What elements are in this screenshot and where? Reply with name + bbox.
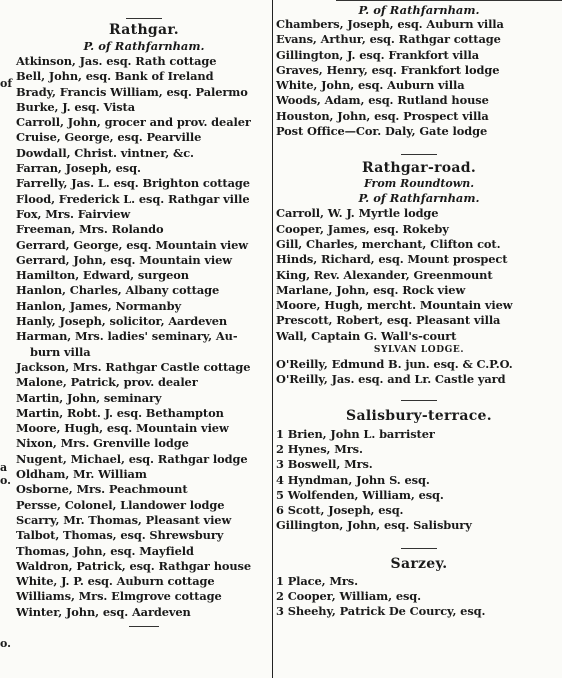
directory-entry: Farran, Joseph, esq. bbox=[16, 161, 141, 176]
directory-entry: Jackson, Mrs. Rathgar Castle cottage bbox=[16, 359, 251, 374]
directory-entry: 3 Boswell, Mrs. bbox=[276, 457, 373, 472]
section-heading-sarzey: Sarzey. bbox=[390, 555, 448, 572]
directory-entry: Bell, John, esq. Bank of Ireland bbox=[16, 69, 214, 84]
directory-entry: Burke, J. esq. Vista bbox=[16, 99, 135, 114]
directory-entry: Fox, Mrs. Fairview bbox=[16, 206, 131, 221]
directory-entry: Gillington, J. esq. Frankfort villa bbox=[276, 47, 479, 62]
directory-entry: Cruise, George, esq. Pearville bbox=[16, 130, 202, 145]
directory-entry: 2 Hynes, Mrs. bbox=[276, 441, 363, 456]
directory-entry: Winter, John, esq. Aardeven bbox=[16, 604, 191, 619]
directory-entry: Wall, Captain G. Wall's-court bbox=[276, 328, 457, 343]
directory-entry: Malone, Patrick, prov. dealer bbox=[16, 375, 198, 390]
directory-entry: 1 Brien, John L. barrister bbox=[276, 426, 435, 441]
directory-entry: Osborne, Mrs. Peachmount bbox=[16, 482, 188, 497]
margin-fragment: of bbox=[0, 77, 13, 90]
directory-entry: Williams, Mrs. Elmgrove cottage bbox=[16, 589, 222, 604]
directory-entry: Carroll, W. J. Myrtle lodge bbox=[276, 206, 439, 221]
directory-entry: Gerrard, John, esq. Mountain view bbox=[16, 252, 232, 267]
section-rule bbox=[401, 400, 437, 401]
directory-entry: 5 Wolfenden, William, esq. bbox=[276, 487, 444, 502]
directory-entry: Houston, John, esq. Prospect villa bbox=[276, 108, 489, 123]
section-rule bbox=[126, 18, 162, 19]
directory-entry: Talbot, Thomas, esq. Shrewsbury bbox=[16, 528, 224, 543]
directory-entry: Dowdall, Christ. vintner, &c. bbox=[16, 145, 194, 160]
directory-entry: burn villa bbox=[30, 344, 91, 359]
directory-entry: Hamilton, Edward, surgeon bbox=[16, 268, 189, 283]
directory-entry: 3 Sheehy, Patrick De Courcy, esq. bbox=[276, 604, 486, 619]
directory-entry: Gerrard, George, esq. Mountain view bbox=[16, 237, 249, 252]
directory-entry: Freeman, Mrs. Rolando bbox=[16, 222, 164, 237]
directory-entry: 2 Cooper, William, esq. bbox=[276, 589, 422, 604]
directory-entry: Farrelly, Jas. L. esq. Brighton cottage bbox=[16, 176, 250, 191]
right-column bbox=[276, 0, 562, 678]
directory-entry: Persse, Colonel, Llandower lodge bbox=[16, 497, 225, 512]
margin-fragment: a bbox=[0, 461, 8, 474]
subheading-sylvan-lodge: SYLVAN LODGE. bbox=[373, 345, 465, 356]
directory-entry: Flood, Frederick L. esq. Rathgar ville bbox=[16, 191, 250, 206]
directory-entry: White, J. P. esq. Auburn cottage bbox=[16, 574, 215, 589]
directory-entry: Graves, Henry, esq. Frankfort lodge bbox=[276, 62, 500, 77]
directory-entry: Moore, Hugh, esq. Mountain view bbox=[16, 421, 229, 436]
directory-entry: Gillington, John, esq. Salisbury bbox=[276, 518, 472, 533]
directory-entry: 4 Hyndman, John S. esq. bbox=[276, 472, 430, 487]
directory-entry: Nixon, Mrs. Grenville lodge bbox=[16, 436, 189, 451]
directory-entry: 6 Scott, Joseph, esq. bbox=[276, 503, 404, 518]
directory-entry: Harman, Mrs. ladies' seminary, Au- bbox=[16, 329, 238, 344]
directory-entry: Thomas, John, esq. Mayfield bbox=[16, 543, 194, 558]
directory-entry: Woods, Adam, esq. Rutland house bbox=[276, 93, 489, 108]
left-column bbox=[16, 0, 272, 678]
directory-entry: Hinds, Richard, esq. Mount prospect bbox=[276, 252, 508, 267]
directory-entry: Prescott, Robert, esq. Pleasant villa bbox=[276, 313, 501, 328]
directory-entry: O'Reilly, Edmund B. jun. esq. & C.P.O. bbox=[276, 357, 513, 372]
directory-entry: Marlane, John, esq. Rock view bbox=[276, 282, 466, 297]
directory-entry: Scarry, Mr. Thomas, Pleasant view bbox=[16, 512, 232, 527]
directory-entry: Brady, Francis William, esq. Palermo bbox=[16, 84, 248, 99]
directory-entry: O'Reilly, Jas. esq. and Lr. Castle yard bbox=[276, 372, 506, 387]
section-rule bbox=[401, 548, 437, 549]
directory-entry: Waldron, Patrick, esq. Rathgar house bbox=[16, 558, 252, 573]
section-heading-salisbury-terrace: Salisbury-terrace. bbox=[346, 407, 492, 424]
directory-entry: Hanlon, Charles, Albany cottage bbox=[16, 283, 220, 298]
section-rule bbox=[129, 626, 159, 627]
directory-entry: Martin, Robt. J. esq. Bethampton bbox=[16, 405, 224, 420]
margin-fragment: o. bbox=[0, 637, 11, 650]
directory-entry: Carroll, John, grocer and prov. dealer bbox=[16, 115, 251, 130]
directory-entry: King, Rev. Alexander, Greenmount bbox=[276, 267, 493, 282]
salisbury-terrace-entry-list bbox=[276, 427, 562, 534]
directory-entry: White, John, esq. Auburn villa bbox=[276, 78, 465, 93]
parish-label: P. of Rathfarnham. bbox=[358, 191, 480, 206]
section-rule bbox=[401, 154, 437, 155]
left-entry-list bbox=[16, 54, 272, 620]
section-heading-rathgar-road: Rathgar-road. bbox=[361, 160, 477, 177]
directory-entry: 1 Place, Mrs. bbox=[276, 573, 358, 588]
column-divider bbox=[272, 0, 273, 678]
directory-entry: Nugent, Michael, esq. Rathgar lodge bbox=[16, 451, 248, 466]
directory-entry: Moore, Hugh, mercht. Mountain view bbox=[276, 298, 513, 313]
directory-entry: Post Office—Cor. Daly, Gate lodge bbox=[276, 124, 488, 139]
directory-entry: Chambers, Joseph, esq. Auburn villa bbox=[276, 17, 504, 31]
directory-entry: Martin, John, seminary bbox=[16, 390, 162, 405]
directory-entry: Evans, Arthur, esq. Rathgar cottage bbox=[276, 32, 501, 47]
parish-label: P. of Rathfarnham. bbox=[358, 3, 480, 17]
sarzey-entry-list bbox=[276, 574, 562, 620]
directory-entry: Cooper, James, esq. Rokeby bbox=[276, 221, 449, 236]
directory-entry: Atkinson, Jas. esq. Rath cottage bbox=[16, 54, 217, 68]
directory-entry: Hanly, Joseph, solicitor, Aardeven bbox=[16, 314, 228, 329]
directory-entry: Gill, Charles, merchant, Clifton cot. bbox=[276, 236, 501, 251]
rathgar-road-entry-list bbox=[276, 206, 562, 344]
sylvan-lodge-entry-list bbox=[276, 357, 562, 388]
directory-entry: Oldham, Mr. William bbox=[16, 467, 147, 482]
section-note: From Roundtown. bbox=[363, 177, 475, 191]
directory-entry: Hanlon, James, Normanby bbox=[16, 298, 181, 313]
margin-fragment: o. bbox=[0, 474, 11, 487]
cropped-rule bbox=[336, 0, 562, 1]
right-top-entry-list bbox=[276, 17, 562, 139]
section-heading-rathgar: Rathgar. bbox=[109, 22, 179, 38]
parish-label: P. of Rathfarnham. bbox=[83, 39, 205, 53]
